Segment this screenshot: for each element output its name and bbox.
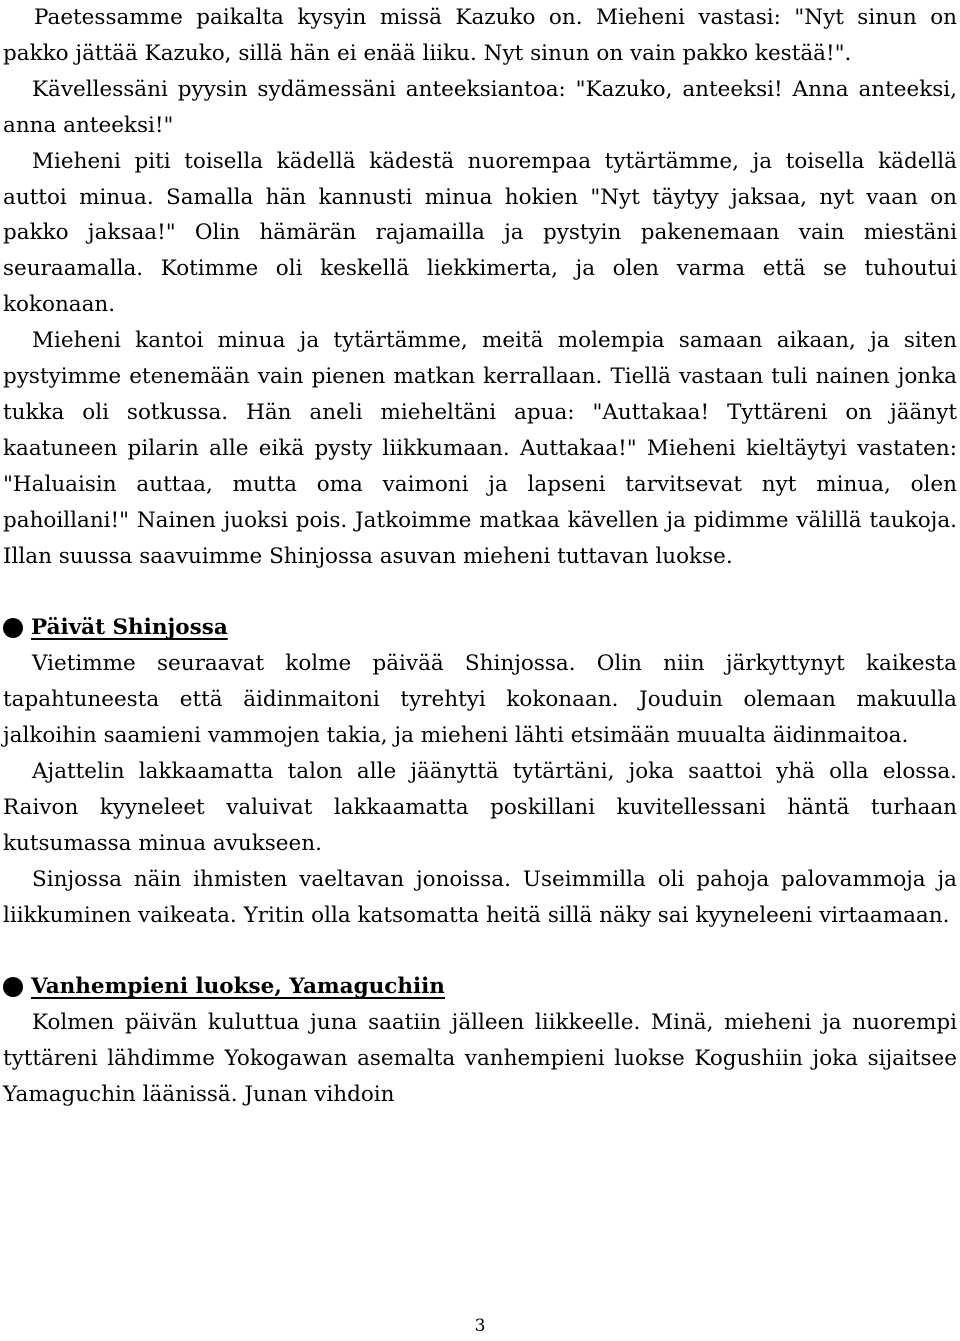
section-heading [3, 610, 957, 646]
paragraph: Mieheni piti toisella kädellä kädestä nuorempaa tytärtämme, ja toisella kädellä auttoi minua. Samalla hän kannusti minua hokien "Nyt täytyy jaksaa, nyt vaan on pakko jaksaa!" Olin hämärän rajamailla ja pystyin pakenemaan vain miestäni seuraamalla. Kotimme oli keskellä liekkimerta, ja olen varma että se tuhoutui kokonaan. [3, 148, 957, 318]
section-heading [3, 969, 957, 1005]
bullet-icon [3, 618, 23, 638]
paragraph: Mieheni kantoi minua ja tytärtämme, meitä molempia samaan aikaan, ja siten pystyimme etenemään vain pienen matkan kerrallaan. Tiellä vastaan tuli nainen jonka tukka oli sotkussa. Hän aneli mieheltäni apua: "Auttakaa! Tyttäreni on jäänyt kaatuneen pilarin alle eikä pysty liikkumaan. Auttakaa!" Mieheni kieltäytyi vastaten: "Haluaisin auttaa, mutta oma vaimoni ja lapseni tarvitsevat nyt minua, olen pahoillani!" Nainen juoksi pois. Jatkoimme matkaa kävellen ja pidimme välillä taukoja. Illan suussa saavuimme Shinjossa asuvan mieheni tuttavan luokse. [3, 328, 957, 569]
section-title: Päivät Shinjossa [31, 615, 228, 641]
paragraph: Kolmen päivän kuluttua juna saatiin jälleen liikkeelle. Minä, mieheni ja nuorempi tyttäreni lähdimme Yokogawan asemalta vanhempieni luokse Kogushiin joka sijaitsee Yamaguchin läänissä. Junan vihdoin [3, 1010, 957, 1108]
paragraph: Vietimme seuraavat kolme päivää Shinjossa. Olin niin järkyttynyt kaikesta tapahtuneesta että äidinmaitoni tyrehtyi kokonaan. Jouduin olemaan makuulla jalkoihin saamieni vammojen takia, ja mieheni lähti etsimään muualta äidinmaitoa. [3, 651, 957, 749]
bullet-icon [3, 977, 23, 997]
section-title: Vanhempieni luokse, Yamaguchiin [31, 974, 445, 1000]
page-number: 3 [474, 1316, 486, 1336]
paragraph: Sinjossa näin ihmisten vaeltavan jonoissa. Useimmilla oli pahoja palovammoja ja liikkuminen vaikeata. Yritin olla katsomatta heitä sillä näky sai kyyneleeni virtaamaan. [3, 866, 957, 928]
paragraph: Kävellessäni pyysin sydämessäni anteeksiantoa: "Kazuko, anteeksi! Anna anteeksi, anna anteeksi!" [3, 76, 957, 138]
paragraph: Ajattelin lakkaamatta talon alle jäänyttä tytärtäni, joka saattoi yhä olla elossa. Raivon kyyneleet valuivat lakkaamatta poskillani kuvitellessani häntä turhaan kutsumassa minua avukseen. [3, 759, 957, 856]
document-body [3, 0, 957, 1113]
paragraph: Paetessamme paikalta kysyin missä Kazuko on. Mieheni vastasi: "Nyt sinun on pakko jättää Kazuko, sillä hän ei enää liiku. Nyt sinun on vain pakko kestää!". [3, 5, 957, 66]
